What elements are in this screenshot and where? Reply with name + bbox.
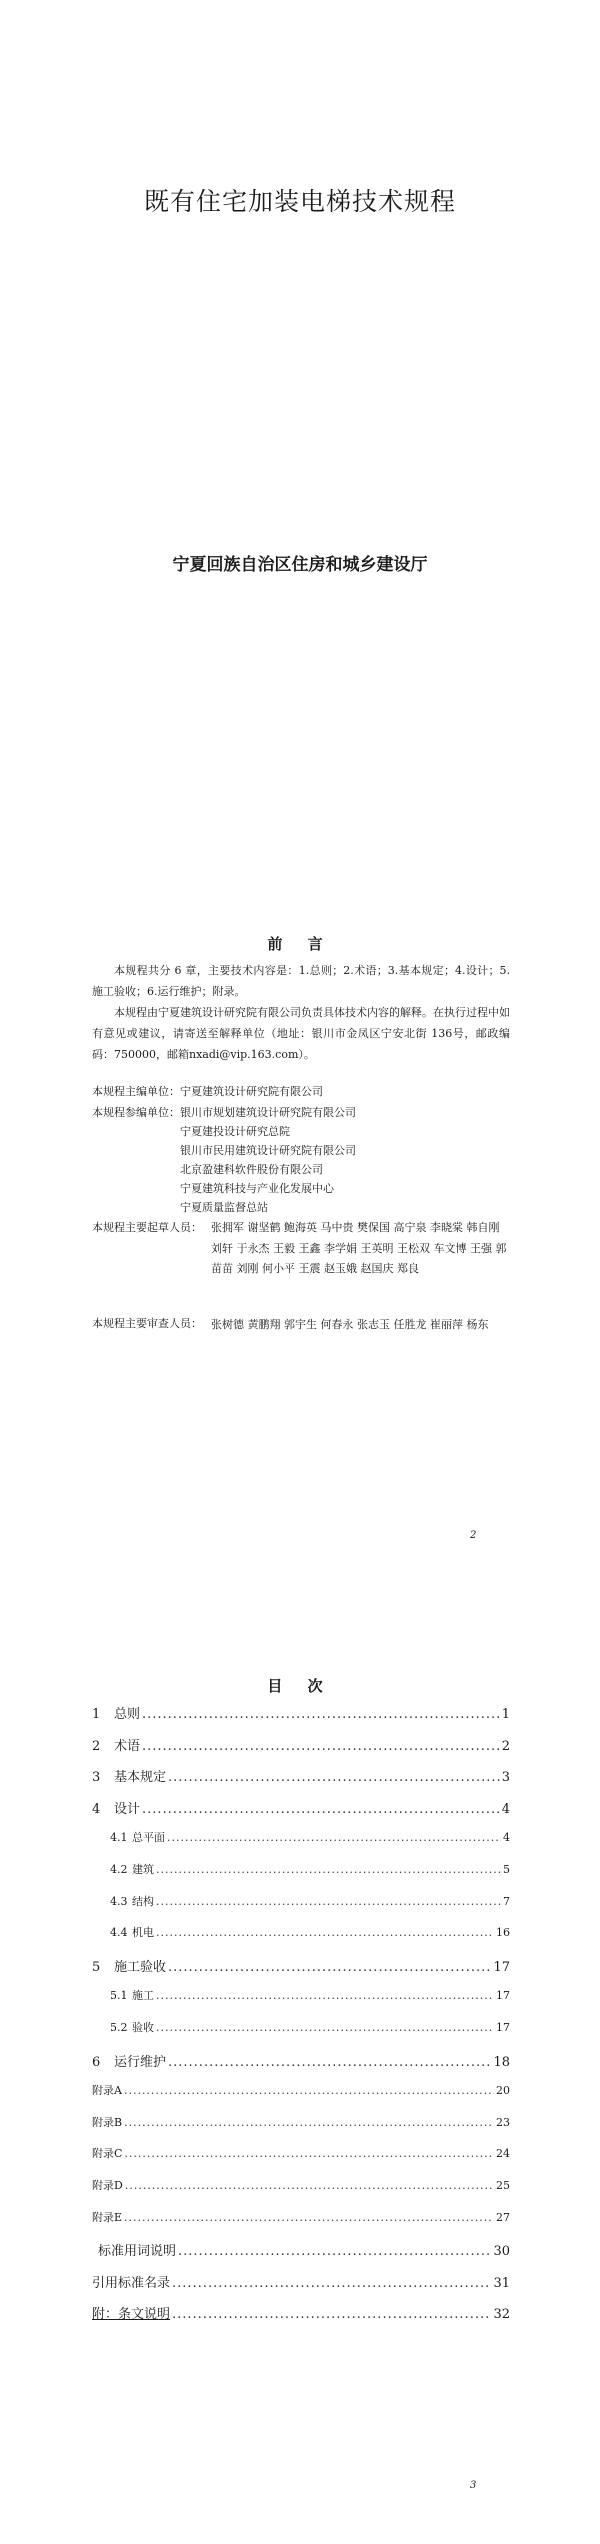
toc-entry-label: 建筑	[132, 1862, 154, 1876]
issuing-organization: 宁夏回族自治区住房和城乡建设厅	[172, 555, 428, 575]
toc-entry-label: 结构	[132, 1894, 154, 1908]
toc-entry-page: 1	[501, 1707, 510, 1722]
toc-entry-page: 2	[501, 1738, 510, 1754]
toc-entry[interactable]	[92, 1766, 510, 1798]
toc-leader	[168, 1960, 491, 1975]
toc-leader	[178, 2244, 491, 2259]
toc-subentry[interactable]	[92, 1893, 510, 1925]
toc-entry-label: 施工	[132, 1989, 154, 2003]
toc-appendix-entry[interactable]	[92, 2209, 510, 2241]
toc-entry-label: 引用标准名录	[92, 2275, 171, 2291]
toc-entry-page: 17	[493, 1959, 510, 1975]
toc-entry-page: 4	[503, 1831, 510, 1845]
toc-entry-label: 附录B	[92, 2115, 123, 2129]
toc-entry-label: 标准用词说明	[98, 2244, 177, 2260]
drafters-names: 张拥军 谢坚鹤 鲍海英 马中贵 樊保国 高宁泉 李晓棠 韩自刚 刘轩 于永杰 王毅 王鑫 李学娟 王英明 王松双 车文博 王强 郭苗苗 刘刚 何小平 王震 赵玉娥 赵国庆 郑良	[211, 1221, 507, 1275]
toc-leader	[167, 1831, 501, 1844]
toc-entry-label: 附录E	[92, 2210, 123, 2224]
participant-unit: 宁夏质量监督总站	[180, 1201, 268, 1214]
toc-entry-number: 5	[92, 1959, 101, 1975]
toc-entry-page: 25	[496, 2178, 510, 2192]
foreword-heading: 前 言	[267, 935, 333, 953]
toc-entry-page: 4	[501, 1801, 510, 1817]
toc-entry-label: 基本规定	[114, 1770, 167, 1786]
toc-entry-page: 16	[496, 1926, 510, 1940]
toc-entry-label: 设计	[114, 1801, 141, 1817]
page-number: 3	[470, 2480, 477, 2491]
toc-entry-page: 27	[496, 2210, 510, 2224]
toc-entry-label: 机电	[132, 1926, 154, 1940]
document-title: 既有住宅加装电梯技术规程	[143, 187, 456, 216]
chief-editor-row	[92, 1082, 323, 1101]
toc-leader	[142, 1739, 500, 1754]
chief-editor-value: 宁夏建筑设计研究院有限公司	[180, 1085, 323, 1098]
toc-entry-page: 7	[503, 1894, 510, 1908]
toc-leader	[124, 2116, 494, 2129]
toc-entry-number: 6	[92, 2054, 101, 2070]
toc-entry-number: 1	[92, 1707, 101, 1722]
toc-entry-page: 17	[496, 2020, 510, 2034]
toc-entry[interactable]	[92, 1703, 510, 1735]
toc-entry-page: 17	[496, 1989, 510, 2003]
toc-leader	[124, 2084, 494, 2097]
toc-entry-label: 附录D	[92, 2178, 123, 2192]
toc-entry-number: 4.3	[110, 1894, 128, 1908]
reviewers-names: 张树德 黄鹏翔 郭宇生 何春永 张志玉 任胜龙 崔丽萍 杨东	[211, 1318, 489, 1331]
toc-leader	[125, 2179, 494, 2192]
toc-subentry[interactable]	[92, 1924, 510, 1956]
participant-unit: 宁夏建投设计研究总院	[180, 1125, 290, 1138]
toc-entry-number: 4	[92, 1801, 101, 1817]
toc-entry-label: 总则	[114, 1707, 141, 1722]
toc-subentry[interactable]	[92, 2019, 510, 2051]
toc-entry[interactable]	[92, 2272, 510, 2304]
toc-entry-label: 施工验收	[114, 1959, 167, 1975]
participant-units-list	[180, 1103, 510, 1217]
toc-entry-page: 23	[496, 2115, 510, 2129]
toc-leader	[156, 1926, 494, 1939]
toc-leader	[156, 1989, 494, 2002]
toc-entry-label: 总平面	[132, 1831, 165, 1845]
toc-subentry[interactable]	[92, 1987, 510, 2019]
toc-entry-number: 5.1	[110, 1989, 128, 2003]
toc-appendix-entry[interactable]	[92, 2177, 510, 2209]
toc-entry[interactable]	[92, 2240, 510, 2272]
chief-editor-label: 本规程主编单位：	[92, 1085, 180, 1098]
toc-entry-number: 3	[92, 1770, 101, 1786]
toc-entry-page: 3	[501, 1770, 510, 1786]
toc-entry-page: 18	[493, 2054, 510, 2070]
participant-units-label: 本规程参编单位：	[92, 1106, 180, 1119]
toc-entry[interactable]	[92, 1735, 510, 1767]
toc-subentry[interactable]	[92, 1861, 510, 1893]
participant-unit: 宁夏建筑科技与产业化发展中心	[180, 1182, 334, 1195]
toc-entry-page: 30	[493, 2244, 510, 2260]
foreword-paragraph-1: 本规程共分 6 章，主要技术内容是：1.总则；2.术语；3.基本规定；4.设计；5.施工验收；6.运行维护；附录。	[92, 964, 510, 998]
toc-entry-page: 32	[493, 2307, 510, 2323]
toc-entry-page: 24	[496, 2147, 510, 2161]
toc-entry-number: 4.2	[110, 1862, 128, 1876]
toc-appendix-entry[interactable]	[92, 2082, 510, 2114]
toc-leader	[156, 2021, 494, 2034]
toc-entry-label: 术语	[114, 1738, 141, 1754]
toc-leader	[124, 2147, 494, 2160]
toc-entry-page: 20	[496, 2084, 510, 2098]
toc-leader	[142, 1707, 500, 1722]
toc-appendix-entry[interactable]	[92, 2114, 510, 2146]
toc-entry-number: 5.2	[110, 2020, 128, 2034]
drafters-label: 本规程主要起草人员：	[92, 1221, 202, 1234]
toc-leader	[156, 1863, 501, 1876]
toc-entry-label: 附录C	[92, 2147, 123, 2161]
toc-leader	[156, 1895, 501, 1908]
toc-leader	[142, 1802, 500, 1817]
toc-appendix-entry[interactable]	[92, 2145, 510, 2177]
toc-entry-number: 2	[92, 1738, 101, 1754]
toc-entry-label: 运行维护	[114, 2054, 167, 2070]
toc-entry[interactable]	[92, 1956, 510, 1988]
toc-entry[interactable]	[92, 1798, 510, 1830]
page-number: 2	[470, 1530, 477, 1541]
toc-list	[92, 1703, 510, 2335]
reviewers-label: 本规程主要审查人员：	[92, 1317, 202, 1330]
toc-heading: 目 次	[267, 1677, 333, 1695]
toc-leader	[172, 2276, 491, 2291]
toc-leader	[168, 1770, 500, 1785]
toc-leader	[168, 2055, 491, 2070]
toc-entry-label: 附录A	[92, 2084, 122, 2098]
toc-entry[interactable]	[92, 2303, 510, 2335]
toc-subentry[interactable]	[92, 1829, 510, 1861]
participant-unit: 银川市民用建筑设计研究院有限公司	[180, 1144, 356, 1157]
participant-unit: 银川市规划建筑设计研究院有限公司	[180, 1106, 356, 1119]
toc-leader	[124, 2211, 494, 2224]
toc-entry-page: 31	[493, 2275, 510, 2291]
participant-unit: 北京盈建科软件股份有限公司	[180, 1163, 323, 1176]
toc-entry-number: 4.1	[110, 1831, 128, 1845]
foreword-paragraph-2: 本规程由宁夏建筑设计研究院有限公司负责具体技术内容的解释。在执行过程中如有意见或建议，请寄送至解释单位（地址：银川市金凤区宁安北街 136号，邮政编码：750000，邮箱nxadi@vip.163.com）。	[92, 1006, 510, 1061]
toc-entry-label: 附：条文说明	[92, 2307, 171, 2323]
toc-entry[interactable]	[92, 2051, 510, 2083]
toc-leader	[172, 2307, 491, 2322]
toc-entry-page: 5	[503, 1862, 510, 1876]
toc-entry-number: 4.4	[110, 1926, 128, 1940]
toc-entry-label: 验收	[132, 2020, 154, 2034]
